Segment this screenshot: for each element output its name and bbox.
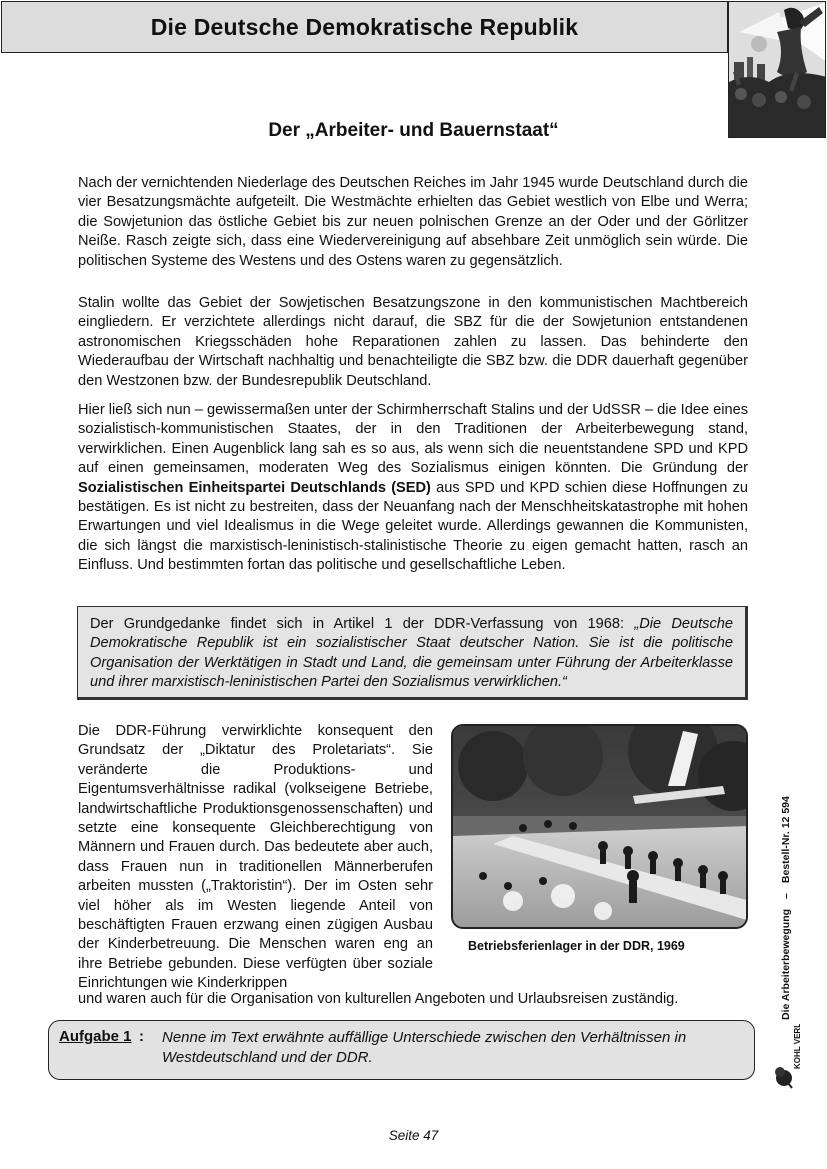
swimming-pool-photo — [451, 724, 748, 929]
paragraph-1: Nach der vernichtenden Niederlage des Deutschen Reiches im Jahr 1945 wurde Deutschland durch die vier Besatzungsmächte aufgeteilt. Die Westmächte erhielten das Gebiet westlich von Elbe und Werra; die Sowjetunion das östliche Gebiet bis zur neuen polnischen Grenze an der Oder und der Görlitzer Neiße. Rasch zeigte sich, dass eine Wiedervereinigung auf absehbare Zeit unmöglich sein würde. Die politischen Systeme des Westens und des Ostens waren zu gegensätzlich. — [78, 175, 748, 269]
paragraph-4-continued: und waren auch für die Organisation von kulturellen Angeboten und Urlaubsreisen zuständig. — [78, 991, 679, 1007]
publisher-name: KOHL VERLAG — [793, 1024, 802, 1069]
publisher-logo — [770, 1024, 810, 1090]
sed-highlight: Sozialistischen Einheitspartei Deutschlands (SED) — [78, 479, 431, 496]
task-text: Nenne im Text erwähnte auffällige Unterschiede zwischen den Verhältnissen in Westdeutschland und der DDR. — [162, 1029, 687, 1066]
constitution-quote-box — [77, 606, 748, 700]
task-colon: : — [139, 1028, 144, 1045]
poster-illustration-icon — [728, 1, 826, 138]
paragraph-2: Stalin wollte das Gebiet der Sowjetischen Besatzungszone in den kommunistischen Machtbereich eingliedern. Er verzichtete allerdings nicht darauf, die SBZ für die der Sowjetunion entstandenen astronomischen Kriegsschäden hohe Reparationen zahlen zu lassen. Das behinderte den Wiederaufbau der Wirtschaft nachhaltig und benachteiligte die SBZ bzw. die DDR dauerhaft gegenüber den Westzonen bzw. der Bundesrepublik Deutschland. — [78, 295, 748, 389]
task-label: Aufgabe 1 — [59, 1028, 132, 1045]
section-title: Der „Arbeiter- und Bauernstaat“ — [268, 120, 559, 141]
paragraph-3 — [78, 401, 748, 576]
quote-text: „Die Deutsche Demokratische Republik ist ein sozialistischer Staat deutscher Nation. Sie ist die politische Organisation der Werktätigen in Stadt und Land, die gemeinsam unter Führung der Arbeiterklasse und ihrer marxistisch-leninistischen Partei den Sozialismus verwirklichen.“ — [90, 616, 733, 691]
task-box — [48, 1020, 755, 1080]
photo-caption: Betriebsferienlager in der DDR, 1969 — [468, 939, 685, 953]
side-dash: – — [780, 893, 792, 899]
paragraph-3-part-2: aus SPD und KPD schien diese Hoffnungen zu bestätigen. Es ist nicht zu bestreiten, dass der Neuanfang nach der Menschheitskatastrophe mit hohen Erwartungen und viel Idealismus in die Wege geleitet wurde. Allerdings gewannen die Kommunisten, die sich längst die marxistisch-leninistisch-stalinistische Theorie zu eigen gemacht hatten, rasch an Einfluss. Und bestimmten fortan das politische und gesellschaftliche Leben. — [78, 479, 748, 574]
header-bar — [1, 1, 728, 53]
quote-intro: Der Grundgedanke findet sich in Artikel 1 der DDR-Verfassung von 1968: — [90, 616, 635, 632]
paragraph-4: Die DDR-Führung verwirklichte konsequent den Grundsatz der „Diktatur des Proletariats“. Sie veränderte die Produktions- und Eigentumsverhältnisse radikal (volkseigene Betriebe, landwirtschaftliche Produktionsgenossenschaften) und setzte eine konsequente Gleichberechtigung von Männern und Frauen durch. Das bedeutete aber auch, dass Frauen nun in traditionellen Männerberufen arbeiten mussten („Traktoristin“). Der im Osten sehr viel höher als im Westen liegende Anteil von beschäftigten Frauen erzwang einen zügigen Ausbau der Kinderbetreuung. Die Menschen waren eng an ihre Betriebe gebunden. Diese verfügten über soziale Einrichtungen wie Kinderkrippen — [78, 723, 433, 992]
page-title: Die Deutsche Demokratische Republik — [150, 13, 579, 40]
paragraph-3-part-1: Hier ließ sich nun – gewissermaßen unter der Schirmherrschaft Stalins und der UdSSR – die Idee eines sozialistisch-kommunistischen Staates, der in den Traditionen der Arbeiterbewegung stand, verwirklichen. Einen Augenblick lang sah es so aus, als wenn sich die neuentstandene SPD und KPD auf einen gemeinsamen, moderaten Weg des Sozialismus einigen könnten. Die Gründung der — [78, 402, 749, 477]
order-number: Bestell-Nr. 12 594 — [780, 796, 792, 884]
series-title: Die Arbeiterbewegung — [780, 908, 792, 1020]
page-number: Seite 47 — [388, 1128, 439, 1143]
side-label — [775, 720, 797, 1020]
